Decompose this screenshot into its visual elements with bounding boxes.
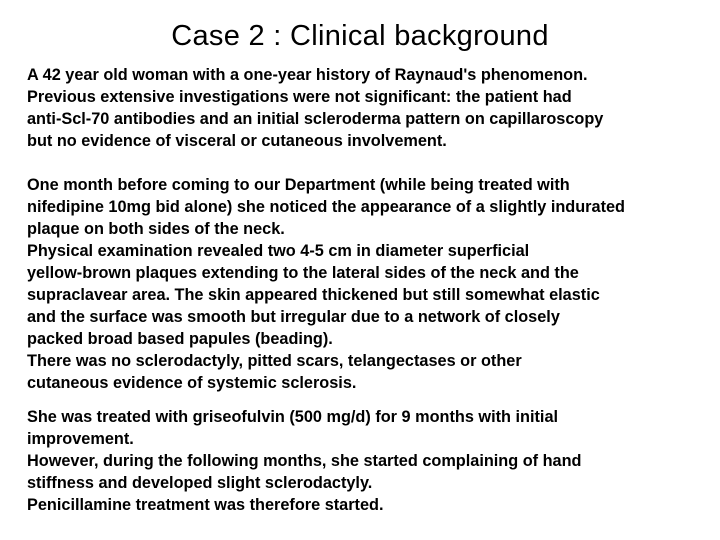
text-line: improvement. [27, 430, 134, 448]
text-line: and the surface was smooth but irregular due to a network of closely [27, 308, 560, 326]
text-line: Physical examination revealed two 4-5 cm in diameter superficial [27, 242, 530, 260]
text-line: A 42 year old woman with a one-year history of Raynaud's phenomenon. [27, 66, 588, 84]
text-line: but no evidence of visceral or cutaneous involvement. [27, 132, 447, 150]
text-line: Previous extensive investigations were not significant: the patient had [27, 88, 572, 106]
text-line: However, during the following months, she started complaining of hand [27, 452, 582, 470]
text-line: plaque on both sides of the neck. [27, 220, 285, 238]
text-line: nifedipine 10mg bid alone) she noticed the appearance of a slightly indurated [27, 198, 625, 216]
text-line: There was no sclerodactyly, pitted scars, telangectases or other [27, 352, 522, 370]
text-line: packed broad based papules (beading). [27, 330, 333, 348]
text-line: One month before coming to our Department (while being treated with [27, 176, 570, 194]
paragraph-treatment [27, 406, 707, 516]
text-line: cutaneous evidence of systemic sclerosis. [27, 374, 357, 392]
paragraph-presentation [27, 174, 707, 394]
slide-title: Case 2 : Clinical background [171, 20, 549, 52]
text-line: anti-Scl-70 antibodies and an initial scleroderma pattern on capillaroscopy [27, 110, 604, 128]
paragraph-history [27, 64, 707, 152]
text-line: Penicillamine treatment was therefore started. [27, 496, 384, 514]
text-line: supraclavear area. The skin appeared thickened but still somewhat elastic [27, 286, 600, 304]
text-line: yellow-brown plaques extending to the lateral sides of the neck and the [27, 264, 579, 282]
text-line: stiffness and developed slight sclerodactyly. [27, 474, 373, 492]
text-line: She was treated with griseofulvin (500 mg/d) for 9 months with initial [27, 408, 559, 426]
